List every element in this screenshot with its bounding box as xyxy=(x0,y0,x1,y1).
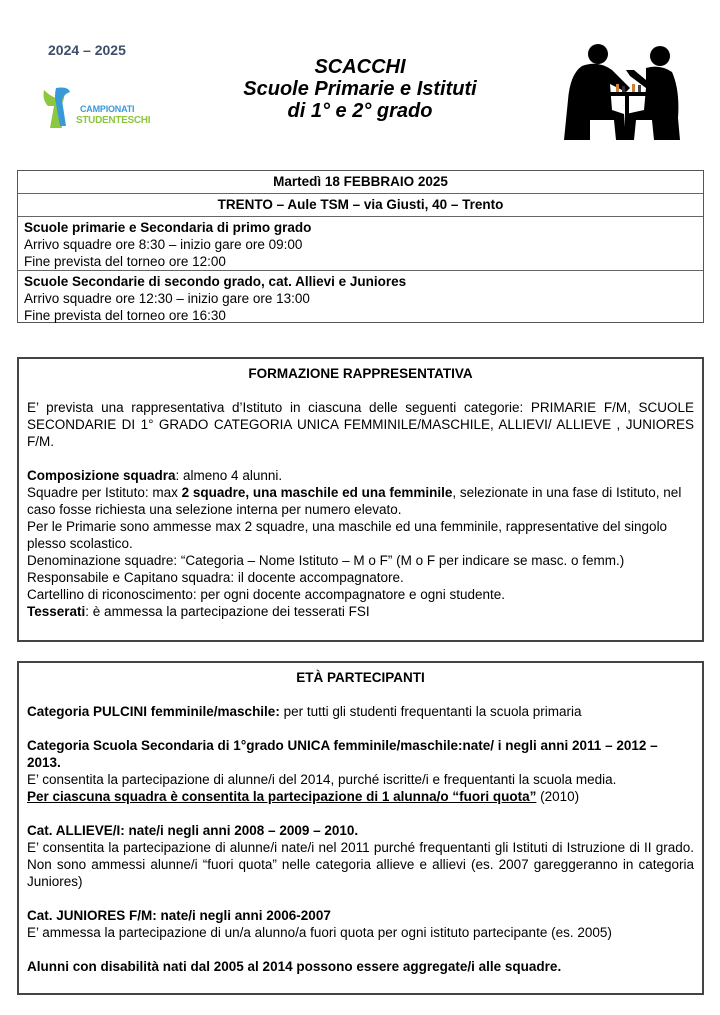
formazione-title: FORMAZIONE RAPPRESENTATIVA xyxy=(248,366,473,381)
squadre-line xyxy=(27,484,694,518)
tesserati-label: Tesserati xyxy=(27,604,86,619)
eta-title: ETÀ PARTECIPANTI xyxy=(296,670,425,685)
fuori-quota-line xyxy=(27,788,694,805)
title-line-3: di 1° e 2° grado xyxy=(287,100,433,122)
athlete-logo-icon xyxy=(40,84,80,132)
formazione-section xyxy=(17,357,704,642)
block-1-arrival: Arrivo squadre ore 8:30 – inizio gare ore 09:00 xyxy=(24,237,303,252)
pulcini-label: Categoria PULCINI femminile/maschile: xyxy=(27,704,280,719)
event-location: TRENTO – Aule TSM – via Giusti, 40 – Trento xyxy=(18,194,703,217)
schedule-block-1 xyxy=(18,217,703,271)
tesserati-line xyxy=(27,603,694,620)
squadre-pre: Squadre per Istituto: max xyxy=(27,485,182,500)
title-line-1: SCACCHI xyxy=(314,56,406,78)
primarie-line: Per le Primarie sono ammesse max 2 squadre, una maschile ed una femminile, rappresentative del singolo plesso scolastico. xyxy=(27,519,668,551)
tesserati-text: : è ammessa la partecipazione dei tesserati FSI xyxy=(85,604,370,619)
allieve-text: E’ consentita la partecipazione di alunne/i nate/i nel 2011 purché frequentanti gli Istituti di Istruzione di II grado. Non sono ammessi alunne/i “fuori quota” nelle categoria allieve e allievi (es. 2007 gareggeranno in categoria Juniores) xyxy=(27,840,694,889)
schedule-box xyxy=(17,170,704,323)
fuori-quota-bold: Per ciascuna squadra è consentita la partecipazione di 1 alunna/o “fuori quota” xyxy=(27,789,537,804)
pulcini-text: per tutti gli studenti frequentanti la scuola primaria xyxy=(279,704,582,719)
campionati-studenteschi-logo xyxy=(40,84,150,132)
title-line-2: Scuole Primarie e Istituti xyxy=(243,78,477,100)
pulcini-line xyxy=(27,703,694,720)
block-2-heading: Scuole Secondarie di secondo grado, cat. Allievi e Juniores xyxy=(24,274,407,289)
fuori-quota-year: (2010) xyxy=(536,789,580,804)
logo-text-line2: STUDENTESCHI xyxy=(76,115,151,126)
squadre-post: , selezionate in una fase di Istituto, nel caso fosse richiesta una selezione interna per numero elevato. xyxy=(27,485,682,517)
secondaria-text: E’ consentita la partecipazione di alunne/i del 2014, purché iscritte/i e frequentanti la scuola media. xyxy=(27,772,617,787)
block-2-arrival: Arrivo squadre ore 12:30 – inizio gare ore 13:00 xyxy=(24,291,310,306)
logo-text-line1: CAMPIONATI xyxy=(80,104,135,114)
block-1-heading: Scuole primarie e Secondaria di primo grado xyxy=(24,220,312,235)
block-2-end: Fine prevista del torneo ore 16:30 xyxy=(24,308,226,323)
secondaria-heading: Categoria Scuola Secondaria di 1°grado UNICA femminile/maschile:nate/ i negli anni 2011 – 2012 – 2013. xyxy=(27,738,658,770)
composizione-line xyxy=(27,467,694,484)
schedule-block-2 xyxy=(18,271,703,324)
composizione-text: : almeno 4 alunni. xyxy=(175,468,283,483)
eta-section xyxy=(17,661,704,995)
season-year: 2024 – 2025 xyxy=(48,42,126,58)
page-title xyxy=(180,56,540,122)
cartellino-line: Cartellino di riconoscimento: per ogni docente accompagnatore e ogni studente. xyxy=(27,587,506,602)
juniores-heading: Cat. JUNIORES F/M: nate/i negli anni 2006-2007 xyxy=(27,908,331,923)
juniores-text: E’ ammessa la partecipazione di un/a alunno/a fuori quota per ogni istituto partecipante (es. 2005) xyxy=(27,925,612,940)
event-date: Martedì 18 FEBBRAIO 2025 xyxy=(18,171,703,194)
responsabile-line: Responsabile e Capitano squadra: il docente accompagnatore. xyxy=(27,570,404,585)
disabilita-line: Alunni con disabilità nati dal 2005 al 2014 possono essere aggregate/i alle squadre. xyxy=(27,959,562,974)
formazione-intro: E’ prevista una rappresentativa d’Istituto in ciascuna delle seguenti categorie: PRIMARIE F/M, SCUOLE SECONDARIE DI 1° GRADO CATEGORIA UNICA FEMMINILE/MASCHILE, ALLIEVI/ ALLIEVE , JUNIORES F/M. xyxy=(27,400,694,449)
squadre-bold: 2 squadre, una maschile ed una femminile xyxy=(181,485,453,500)
composizione-label: Composizione squadra xyxy=(27,468,176,483)
chess-players-image xyxy=(560,40,685,145)
allieve-heading: Cat. ALLIEVE/I: nate/i negli anni 2008 – 2009 – 2010. xyxy=(27,823,359,838)
denominazione-line: Denominazione squadre: “Categoria – Nome Istituto – M o F” (M o F per indicare se masc. o femm.) xyxy=(27,553,625,568)
block-1-end: Fine prevista del torneo ore 12:00 xyxy=(24,254,226,269)
